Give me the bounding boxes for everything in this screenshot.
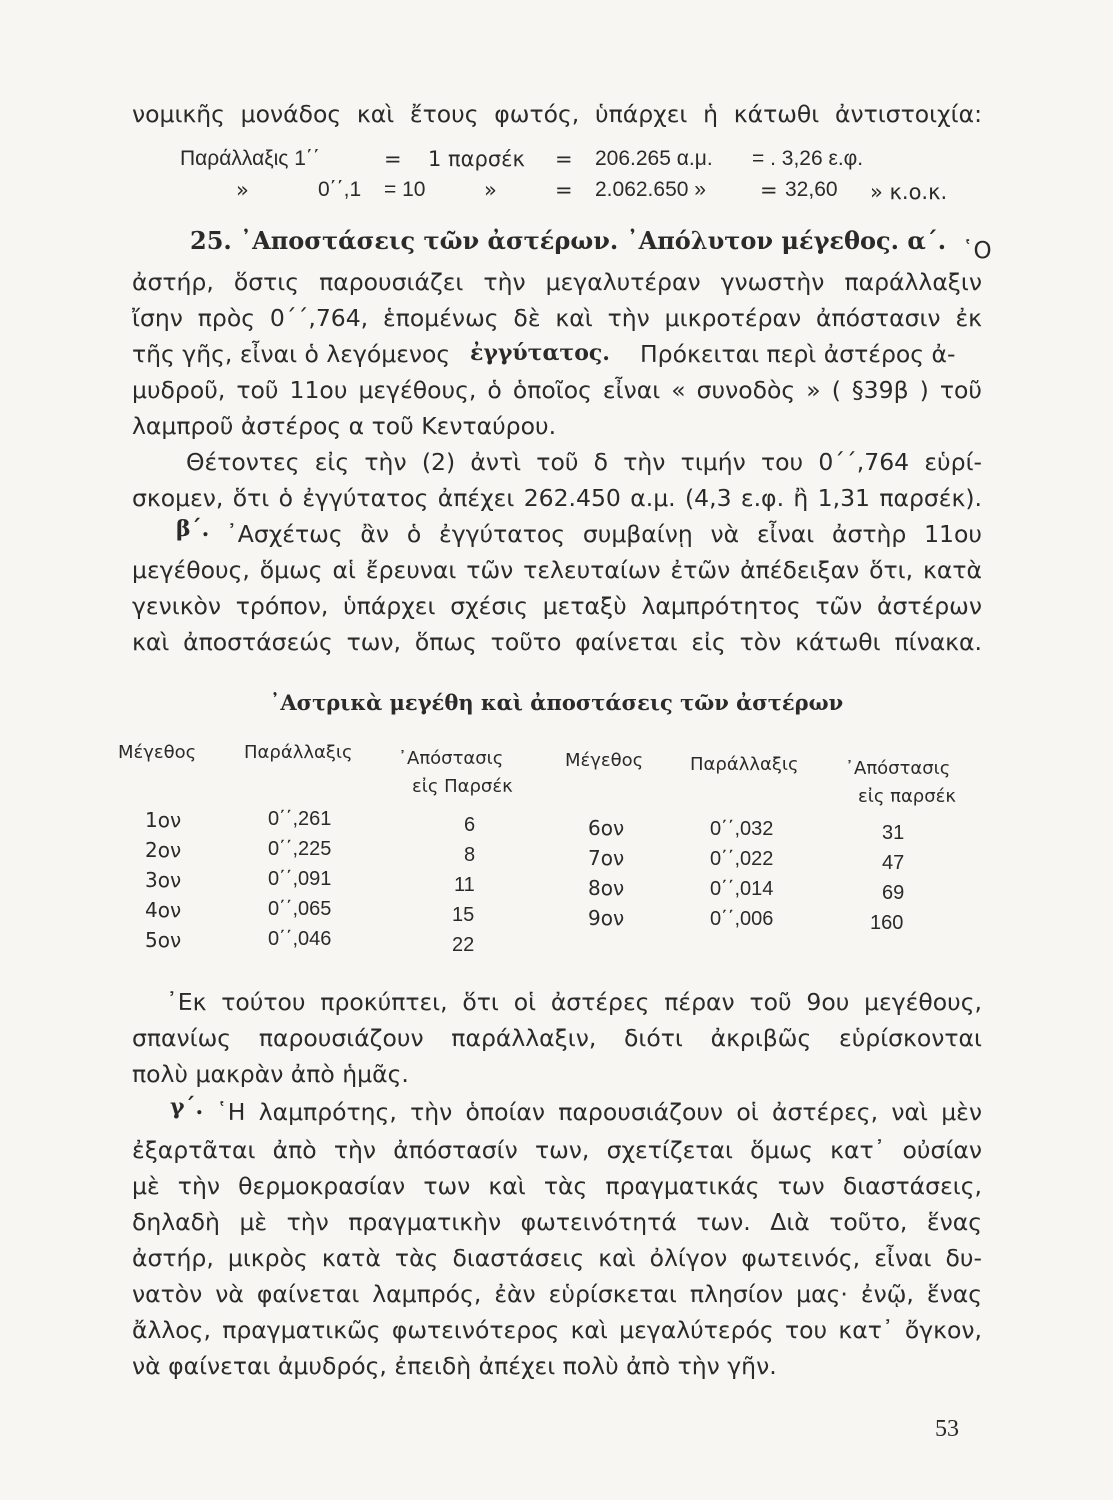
table-cell: 0΄΄,032 <box>710 818 774 840</box>
text-line: καὶ ἀποστάσεώς των, ὅπως τοῦτο φαίνεται εἰς τὸν κάτωθι πίνακα. <box>132 628 982 656</box>
text-line: ἄλλος, πραγματικῶς φωτεινότερος καὶ μεγαλύτερός του κατ᾿ ὄγκον, <box>132 1316 982 1344</box>
subsection-label: β΄. <box>176 516 210 542</box>
equiv-cell: » <box>484 178 497 202</box>
equiv-cell: = 10 <box>384 178 426 201</box>
text-line: ἐξαρτᾶται ἀπὸ τὴν ἀπόστασίν των, σχετίζεται ὅμως κατ᾿ οὐσίαν <box>132 1136 982 1164</box>
text-line: ᾿Εκ τούτου προκύπτει, ὅτι οἱ ἀστέρες πέραν τοῦ 9ου μεγέθους, <box>166 988 982 1016</box>
table-header: Παράλλαξις <box>244 742 353 763</box>
equiv-cell: = <box>384 147 402 171</box>
equiv-cell: 1 παρσέκ <box>428 147 525 171</box>
table-header: ᾿Απόστασις <box>845 758 951 779</box>
table-cell: 11 <box>454 874 475 896</box>
table-cell: 0΄΄,261 <box>268 808 332 830</box>
text-line: νατὸν νὰ φαίνεται λαμπρός, ἐὰν εὑρίσκεται πλησίον μας· ἐνῷ, ἕνας <box>132 1280 982 1308</box>
table-cell: 160 <box>870 912 904 934</box>
page-number: 53 <box>935 1416 959 1442</box>
table-cell: 8 <box>464 844 476 866</box>
equiv-cell: = <box>760 178 778 202</box>
table-cell: 0΄΄,022 <box>710 848 774 870</box>
table-cell: 0΄΄,006 <box>710 908 774 930</box>
text-line: σπανίως παρουσιάζουν παράλλαξιν, διότι ἀκριβῶς εὑρίσκονται <box>132 1024 982 1052</box>
table-cell: 5ον <box>145 928 182 952</box>
table-cell: 47 <box>882 852 905 874</box>
text-line: νομικῆς μονάδος καὶ ἔτους φωτός, ὑπάρχει ἡ κάτωθι ἀντιστοιχία: <box>132 100 982 128</box>
table-cell: 0΄΄,225 <box>268 838 332 860</box>
table-cell: 0΄΄,065 <box>268 898 332 920</box>
text-line: Θέτοντες εἰς τὴν (2) ἀντὶ τοῦ δ τὴν τιμήν του 0΄΄,764 εὑρί- <box>186 448 982 476</box>
section-heading: 25. ᾿Αποστάσεις τῶν ἀστέρων. ᾿Απόλυτον μέγεθος. α΄. <box>190 226 947 255</box>
text-line: νὰ φαίνεται ἀμυδρός, ἐπειδὴ ἀπέχει πολὺ ἀπὸ τὴν γῆν. <box>132 1352 777 1380</box>
text-line: γενικὸν τρόπον, ὑπάρχει σχέσις μεταξὺ λαμπρότητος τῶν ἀστέρων <box>132 592 982 620</box>
table-cell: 15 <box>452 904 475 926</box>
equiv-cell: 32,60 <box>785 178 838 201</box>
table-header: Μέγεθος <box>565 750 644 771</box>
subsection-label: γ΄. <box>170 1094 204 1120</box>
equiv-cell: Παράλλαξις 1΄΄ <box>180 147 320 170</box>
equiv-cell: = <box>555 178 573 202</box>
table-cell: 4ον <box>145 898 182 922</box>
text-line: μὲ τὴν θερμοκρασίαν των καὶ τὰς πραγματικάς των διαστάσεις, <box>132 1172 982 1200</box>
table-cell: 6 <box>464 814 476 836</box>
text-line: ῾Η λαμπρότης, τὴν ὁποίαν παρουσιάζουν οἱ ἀστέρες, ναὶ μὲν <box>216 1098 982 1126</box>
table-header: Παράλλαξις <box>690 754 799 775</box>
text-line: Πρόκειται περὶ ἀστέρος ἀ- <box>640 340 956 368</box>
table-cell: 1ον <box>145 808 182 832</box>
emphasis-term: ἐγγύτατος. <box>470 340 610 366</box>
table-cell: 6ον <box>588 816 625 840</box>
table-header: εἰς παρσέκ <box>858 786 956 807</box>
text-line: μεγέθους, ὅμως αἱ ἔρευναι τῶν τελευταίων ἐτῶν ἀπέδειξαν ὅτι, κατὰ <box>132 556 982 584</box>
table-cell: 31 <box>882 822 905 844</box>
equiv-cell: 2.062.650 » <box>595 178 706 201</box>
table-cell: 0΄΄,091 <box>268 868 332 890</box>
table-cell: 2ον <box>145 838 182 862</box>
text-line: ἀστήρ, ὅστις παρουσιάζει τὴν μεγαλυτέραν γνωστὴν παράλλαξιν <box>132 268 982 296</box>
equiv-cell: » <box>236 178 249 202</box>
table-cell: 8ον <box>588 876 625 900</box>
equiv-cell: 0΄΄,1 <box>318 178 362 201</box>
equiv-cell: = <box>555 147 573 171</box>
table-header: Μέγεθος <box>118 742 197 763</box>
text-line: δηλαδὴ μὲ τὴν πραγματικὴν φωτεινότητά των. Διὰ τοῦτο, ἕνας <box>132 1208 982 1236</box>
table-cell: 69 <box>882 882 905 904</box>
equiv-cell: = . 3,26 ε.φ. <box>752 147 864 170</box>
text-line: πολὺ μακρὰν ἀπὸ ἡμᾶς. <box>132 1060 409 1088</box>
table-cell: 9ον <box>588 906 625 930</box>
equiv-cell: 206.265 α.μ. <box>595 147 713 170</box>
table-cell: 0΄΄,014 <box>710 878 774 900</box>
text-line: ᾿Ασχέτως ἂν ὁ ἐγγύτατος συμβαίνῃ νὰ εἶναι ἀστὴρ 11ου <box>226 520 982 548</box>
text-line: ἴσην πρὸς 0΄΄,764, ἑπομένως δὲ καὶ τὴν μικροτέραν ἀπόστασιν ἐκ <box>132 304 982 332</box>
text-line: ῾Ο <box>962 238 992 264</box>
text-line: τῆς γῆς, εἶναι ὁ λεγόμενος <box>132 340 451 368</box>
text-line: σκομεν, ὅτι ὁ ἐγγύτατος ἀπέχει 262.450 α.μ. (4,3 ε.φ. ἢ 1,31 παρσέκ). <box>132 484 982 512</box>
table-cell: 3ον <box>145 868 182 892</box>
table-title: ᾿Αστρικὰ μεγέθη καὶ ἀποστάσεις τῶν ἀστέρων <box>269 690 844 715</box>
equiv-cell: » κ.ο.κ. <box>870 180 948 204</box>
text-line: λαμπροῦ ἀστέρος α τοῦ Κενταύρου. <box>132 412 557 440</box>
text-line: ἀστήρ, μικρὸς κατὰ τὰς διαστάσεις καὶ ὀλίγον φωτεινός, εἶναι δυ- <box>132 1244 982 1272</box>
table-header: ᾿Απόστασις <box>398 748 504 769</box>
table-header: εἰς Παρσέκ <box>412 776 513 797</box>
table-cell: 22 <box>452 934 475 956</box>
table-cell: 0΄΄,046 <box>268 928 332 950</box>
table-cell: 7ον <box>588 846 625 870</box>
text-line: μυδροῦ, τοῦ 11ου μεγέθους, ὁ ὁποῖος εἶναι « συνοδὸς » ( §39β ) τοῦ <box>132 376 982 404</box>
